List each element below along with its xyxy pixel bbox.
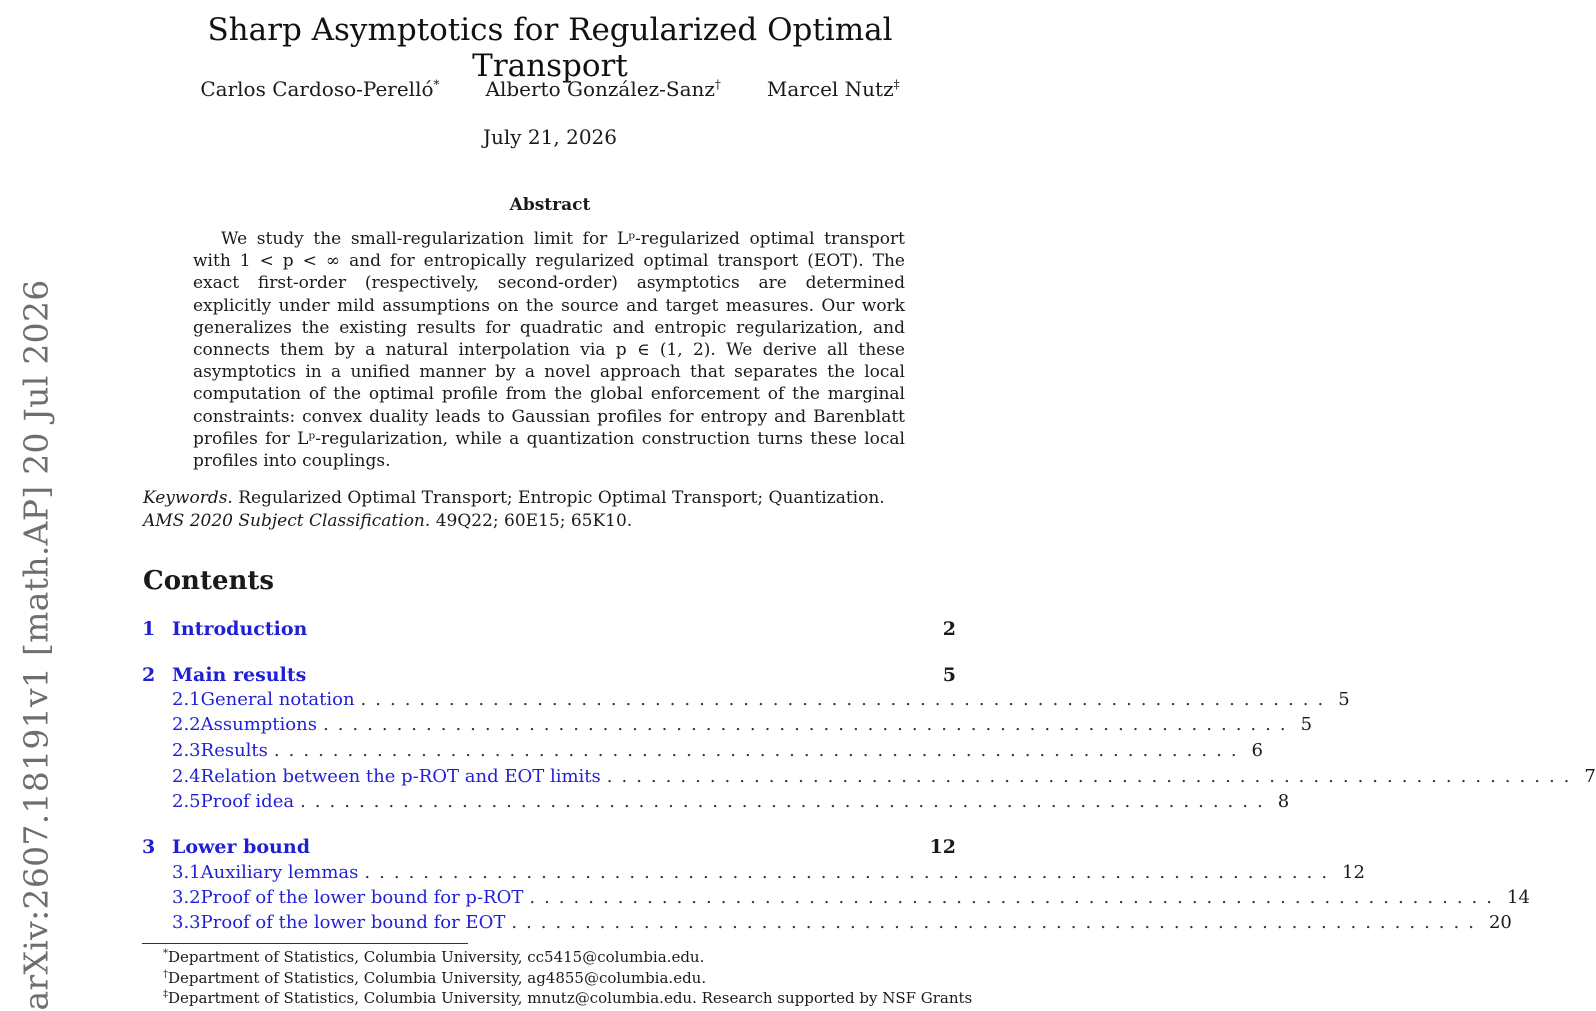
keywords-label: Keywords. [143, 488, 233, 508]
toc-section-title[interactable]: Lower bound [172, 836, 310, 858]
toc-leader-dots: .................................................................. [360, 689, 1333, 710]
toc-subsection-number: 3.2 [172, 887, 201, 908]
toc-subsection-page: 5 [1300, 714, 1313, 735]
paper-date: July 21, 2026 [482, 125, 617, 149]
toc-subsection-title[interactable]: Proof of the lower bound for EOT [200, 912, 506, 933]
toc-leader-dots: .................................................................. [364, 862, 1337, 883]
toc-section-introduction[interactable] [142, 618, 956, 640]
toc-section-lower-bound[interactable] [142, 836, 956, 858]
toc-subsection-title[interactable]: Auxiliary lemmas [200, 862, 359, 883]
toc-subsection-page: 6 [1251, 740, 1263, 761]
toc-subsection-number: 3.3 [172, 912, 201, 933]
toc-subsection[interactable] [172, 862, 1365, 883]
toc-subsection-page: 14 [1507, 887, 1530, 908]
toc-section-number: 1 [142, 618, 156, 640]
toc-subsection[interactable] [172, 766, 1596, 787]
toc-subsection-number: 3.1 [172, 862, 201, 883]
toc-subsection-page: 20 [1488, 912, 1512, 933]
toc-subsection-number: 2.4 [172, 766, 201, 787]
toc-section-page: 5 [942, 664, 956, 686]
toc-leader-dots: .................................................................. [322, 714, 1295, 735]
footnote: ‡Department of Statistics, Columbia University, mnutz@columbia.edu. Research supported by NSF Grants [163, 989, 973, 1007]
toc-leader-dots: .................................................................. [273, 740, 1246, 761]
keywords [143, 488, 885, 508]
toc-leader-dots: .................................................................. [529, 887, 1501, 908]
toc-subsection-title[interactable]: Results [200, 740, 268, 761]
author: Carlos Cardoso-Perelló* [200, 77, 440, 101]
toc-subsection-number: 2.5 [172, 791, 201, 812]
abstract-body: We study the small-regularization limit for Lᵖ-regularized optimal transport with 1 < p < ∞ and for entropically regularized optimal transport (EOT). The exact first-order (respectively, second-order) asymptotics are determined explicitly under mild assumptions on the source and target measures. Our work generalizes the existing results for quadratic and entropic regularization, and connects them by a natural interpolation via p ∈ (1, 2). We derive all these asymptotics in a unified manner by a novel approach that separates the local computation of the optimal profile from the global enforcement of the marginal constraints: convex duality leads to Gaussian profiles for entropy and Barenblatt profiles for Lᵖ-regularization, while a quantization construction turns these local profiles into couplings. [193, 229, 905, 472]
toc-subsection[interactable] [172, 887, 1530, 908]
toc-subsection-page: 5 [1338, 689, 1350, 710]
toc-section-title[interactable]: Introduction [172, 618, 308, 640]
paper-title: Sharp Asymptotics for Regularized Optimal Transport [207, 12, 893, 84]
toc-section-page: 2 [942, 618, 956, 640]
toc-subsection[interactable] [172, 912, 1512, 933]
toc-subsection-number: 2.1 [172, 689, 201, 710]
toc-section-number: 2 [142, 664, 156, 686]
toc-subsection-title[interactable]: Proof of the lower bound for p-ROT [200, 887, 524, 908]
arxiv-stamp-text: arXiv:2607.18191v1 [math.AP] 20 Jul 2026 [16, 279, 56, 1011]
toc-section-page: 12 [929, 836, 956, 858]
arxiv-stamp [0, 0, 60, 1011]
toc-subsection[interactable] [172, 740, 1263, 761]
toc-leader-dots: .................................................................. [606, 766, 1579, 787]
toc-subsection-title[interactable]: General notation [200, 689, 355, 710]
ams-classification [143, 511, 632, 531]
toc-section-number: 3 [142, 836, 156, 858]
toc-subsection-page: 12 [1342, 862, 1365, 883]
footnote-rule [142, 943, 468, 944]
footnote: †Department of Statistics, Columbia University, ag4855@columbia.edu. [163, 969, 707, 987]
toc-leader-dots: .................................................................. [511, 912, 1483, 933]
contents-heading: Contents [143, 566, 275, 596]
toc-section-title[interactable]: Main results [172, 664, 307, 686]
toc-subsection-number: 2.3 [172, 740, 201, 761]
footnote: *Department of Statistics, Columbia University, cc5415@columbia.edu. [163, 948, 705, 966]
toc-subsection-page: 7 [1584, 766, 1596, 787]
toc-subsection[interactable] [172, 791, 1290, 812]
toc-subsection[interactable] [172, 689, 1350, 710]
toc-leader-dots: .................................................................. [300, 791, 1272, 812]
toc-subsection-title[interactable]: Proof idea [200, 791, 295, 812]
abstract-heading: Abstract [509, 195, 591, 215]
toc-subsection-title[interactable]: Assumptions [200, 714, 317, 735]
author: Marcel Nutz‡ [766, 77, 900, 101]
ams-label: AMS 2020 Subject Classification. [143, 511, 431, 531]
toc-subsection-page: 8 [1277, 791, 1290, 812]
author-list [140, 77, 960, 101]
keywords-text: Regularized Optimal Transport; Entropic Optimal Transport; Quantization. [238, 488, 885, 508]
toc-subsection[interactable] [172, 714, 1313, 735]
toc-subsection-number: 2.2 [172, 714, 201, 735]
toc-section-main-results[interactable] [142, 664, 956, 686]
ams-text: 49Q22; 60E15; 65K10. [435, 511, 633, 531]
toc-subsection-title[interactable]: Relation between the p-ROT and EOT limits [200, 766, 601, 787]
author: Alberto González-Sanz† [485, 77, 721, 101]
